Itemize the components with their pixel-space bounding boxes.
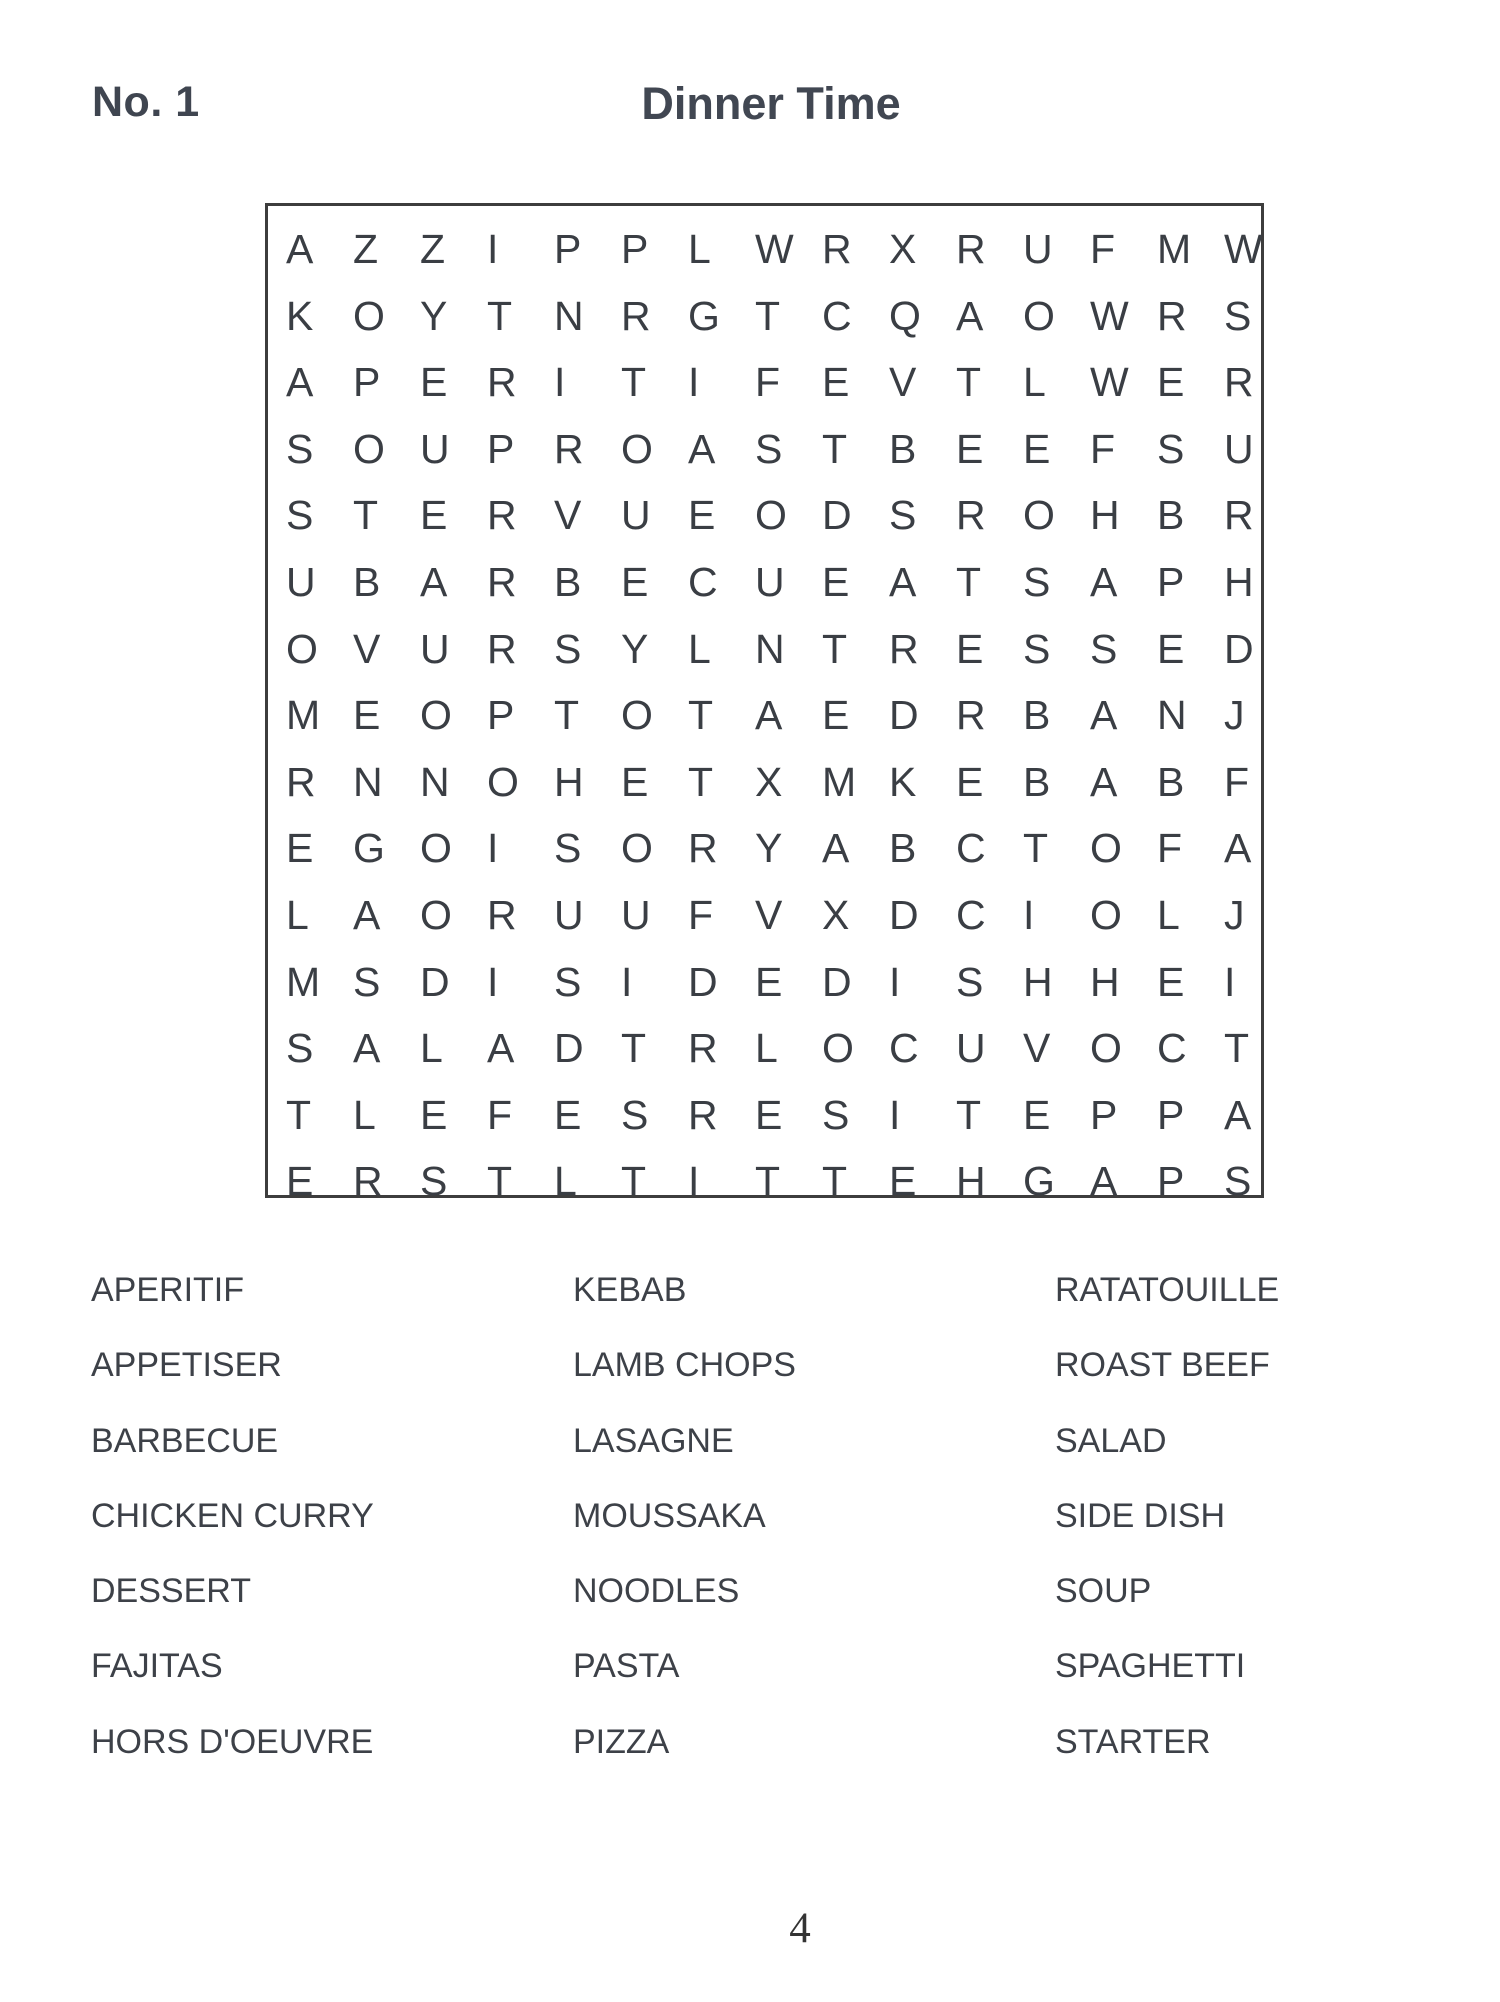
grid-cell: F [688,891,714,938]
grid-cell: I [621,958,633,1005]
grid-cell: V [889,359,917,406]
grid-cell: T [822,1158,848,1205]
grid-cell: I [554,359,566,406]
grid-cell: A [353,891,381,938]
grid-cell: A [1090,692,1118,739]
grid-cell: E [688,492,716,539]
grid-cell: S [822,1091,850,1138]
word-list-item: SALAD [1055,1421,1167,1460]
grid-cell: R [487,492,517,539]
grid-cell: V [1023,1025,1051,1072]
grid-cell: R [1224,359,1254,406]
grid-cell: S [889,492,917,539]
grid-cell: G [353,825,385,872]
grid-cell: U [286,558,316,605]
grid-cell: R [688,1091,718,1138]
grid-cell: H [1090,958,1120,1005]
grid-cell: O [822,1025,854,1072]
puzzle-title: Dinner Time [641,78,901,129]
word-list-item: STARTER [1055,1722,1211,1761]
word-list-item: DESSERT [91,1572,251,1611]
grid-cell: R [554,425,584,472]
word-list-item: RATATOUILLE [1055,1271,1280,1309]
grid-cell: M [822,758,857,805]
grid-cell: H [1023,958,1053,1005]
grid-cell: Y [621,625,649,672]
grid-cell: O [353,425,385,472]
grid-cell: V [755,891,783,938]
grid-cell: G [688,292,720,339]
grid-cell: O [1090,825,1122,872]
grid-cell: N [353,758,383,805]
grid-cell: T [286,1091,312,1138]
grid-cell: B [889,825,917,872]
grid-cell: H [1224,558,1254,605]
grid-cell: F [1090,226,1116,272]
grid-cell: R [621,292,651,339]
grid-cell: T [755,292,781,339]
grid-cell: A [889,558,917,605]
grid-cell: T [1023,825,1049,872]
grid-cell: R [1157,292,1187,339]
grid-cell: U [956,1025,986,1072]
grid-cell: S [554,825,582,872]
grid-cell: O [420,692,452,739]
grid-cell: T [688,692,714,739]
grid-cell: O [621,692,653,739]
grid-cell: L [286,891,309,938]
grid-cell: I [1023,891,1035,938]
word-list-item: SPAGHETTI [1055,1647,1246,1686]
grid-cell: E [889,1158,917,1205]
word-list-item: SOUP [1055,1572,1152,1611]
grid-cell: S [1023,625,1051,672]
grid-cell: O [420,891,452,938]
grid-cell: O [621,425,653,472]
grid-cell: C [688,558,718,605]
word-list-item: NOODLES [573,1572,740,1611]
grid-cell: R [956,492,986,539]
grid-cell: F [755,359,781,406]
word-list-item: PASTA [573,1647,680,1686]
grid-cell: A [420,558,448,605]
word-list-item: CHICKEN CURRY [91,1496,374,1535]
grid-cell: X [755,758,783,805]
grid-cell: I [889,1091,901,1138]
grid-cell: S [956,958,984,1005]
grid-cell: E [1157,958,1185,1005]
grid-cell: O [755,492,787,539]
grid-cell: A [822,825,850,872]
grid-cell: M [286,958,321,1005]
grid-cell: E [420,359,448,406]
grid-cell: A [1090,1158,1118,1205]
word-list-item: LASAGNE [573,1421,734,1460]
grid-cell: S [286,1025,314,1072]
grid-cell: S [554,625,582,672]
grid-cell: Y [420,292,448,339]
grid-cell: V [554,492,582,539]
grid-cell: J [1224,692,1245,739]
grid-cell: T [621,359,647,406]
grid-cell: D [554,1025,584,1072]
grid-cell: H [1090,492,1120,539]
grid-cell: D [688,958,718,1005]
grid-cell: E [755,1091,783,1138]
grid-cell: I [487,825,499,872]
grid-cell: B [353,558,381,605]
grid-cell: M [1157,226,1192,272]
grid-cell: L [1023,359,1046,406]
grid-cell: E [286,825,314,872]
grid-cell: T [353,492,379,539]
grid-cell: P [1157,558,1185,605]
grid-cell: U [420,625,450,672]
grid-cell: I [487,226,499,272]
grid-cell: U [1224,425,1254,472]
grid-cell: T [755,1158,781,1205]
grid-cell: A [487,1025,515,1072]
grid-cell: I [1224,958,1236,1005]
grid-cell: S [353,958,381,1005]
grid-cell: R [889,625,919,672]
grid-cell: D [822,492,852,539]
grid-cell: E [956,625,984,672]
grid-cell: B [1157,492,1185,539]
grid-cell: B [889,425,917,472]
grid-cell: O [487,758,519,805]
grid-cell: Q [889,292,921,339]
grid-cell: L [420,1025,443,1072]
grid-cell: M [286,692,321,739]
grid-cell: E [621,558,649,605]
grid-cell: S [420,1158,448,1205]
grid-cell: O [353,292,385,339]
grid-cell: R [353,1158,383,1205]
grid-cell: T [554,692,580,739]
grid-cell: E [822,692,850,739]
word-list-item: PIZZA [573,1722,670,1761]
grid-cell: U [755,558,785,605]
grid-cell: R [688,825,718,872]
word-list-item: LAMB CHOPS [573,1346,796,1385]
grid-cell: W [1090,359,1129,406]
grid-cell: B [1023,692,1051,739]
grid-cell: P [1090,1091,1118,1138]
grid-cell: F [1090,425,1116,472]
grid-cell: X [889,226,917,272]
grid-cell: D [420,958,450,1005]
grid-cell: E [621,758,649,805]
grid-cell: E [353,692,381,739]
grid-cell: E [420,492,448,539]
grid-cell: H [956,1158,986,1205]
grid-cell: E [1157,625,1185,672]
grid-cell: B [554,558,582,605]
grid-cell: A [1224,1091,1252,1138]
grid-cell: L [755,1025,778,1072]
grid-cell: T [822,625,848,672]
grid-cell: R [1224,492,1254,539]
grid-cell: A [353,1025,381,1072]
grid-cell: T [956,558,982,605]
grid-cell: A [1090,758,1118,805]
grid-cell: B [1157,758,1185,805]
grid-cell: L [353,1091,376,1138]
grid-cell: A [688,425,716,472]
grid-cell: T [688,758,714,805]
grid-cell: F [1224,758,1250,805]
grid-cell: A [286,359,314,406]
grid-cell: R [487,891,517,938]
grid-cell: N [1157,692,1187,739]
grid-cell: T [621,1158,647,1205]
grid-cell: C [956,825,986,872]
grid-cell: S [554,958,582,1005]
grid-cell: A [286,226,314,272]
grid-cell: P [487,425,515,472]
grid-cell: R [487,558,517,605]
grid-cell: S [1157,425,1185,472]
grid-cell: D [822,958,852,1005]
grid-cell: R [956,692,986,739]
grid-cell: Y [755,825,783,872]
grid-cell: O [1090,891,1122,938]
grid-cell: E [755,958,783,1005]
grid-cell: C [822,292,852,339]
grid-cell: S [286,425,314,472]
grid-cell: P [487,692,515,739]
grid-cell: E [420,1091,448,1138]
grid-cell: D [889,692,919,739]
grid-cell: A [956,292,984,339]
grid-cell: A [755,692,783,739]
grid-cell: D [1224,625,1254,672]
grid-cell: T [487,1158,513,1205]
grid-cell: T [956,359,982,406]
grid-cell: N [420,758,450,805]
grid-cell: U [621,492,651,539]
word-search-grid-frame [265,203,1264,1205]
grid-cell: N [554,292,584,339]
grid-cell: G [1023,1158,1055,1205]
grid-cell: K [286,292,314,339]
grid-cell: A [1224,825,1252,872]
grid-cell: R [956,226,986,272]
grid-cell: E [286,1158,314,1205]
page-number: 4 [789,1905,811,1952]
grid-cell: P [1157,1091,1185,1138]
grid-cell: U [420,425,450,472]
grid-cell: O [1023,492,1055,539]
grid-cell: O [420,825,452,872]
grid-cell: W [1224,226,1263,272]
grid-cell: K [889,758,917,805]
grid-cell: E [554,1091,582,1138]
grid-cell: L [688,226,711,272]
grid-cell: T [1224,1025,1250,1072]
word-list-item: MOUSSAKA [573,1496,766,1535]
grid-cell: C [1157,1025,1187,1072]
grid-cell: F [487,1091,513,1138]
grid-cell: R [822,226,852,272]
word-search-grid [282,216,1287,1215]
grid-cell: U [621,891,651,938]
grid-cell: E [1157,359,1185,406]
grid-cell: E [1023,425,1051,472]
grid-cell: R [487,625,517,672]
grid-cell: T [487,292,513,339]
word-list-item: ROAST BEEF [1055,1346,1270,1385]
grid-cell: E [1023,1091,1051,1138]
grid-cell: T [956,1091,982,1138]
word-list-item: FAJITAS [91,1647,223,1686]
grid-cell: E [822,558,850,605]
grid-cell: I [688,359,700,406]
grid-cell: P [353,359,381,406]
grid-cell: O [1023,292,1055,339]
grid-cell: W [1090,292,1129,339]
grid-cell: T [621,1025,647,1072]
word-list-item: APERITIF [91,1271,245,1309]
grid-cell: R [286,758,316,805]
grid-cell: I [889,958,901,1005]
grid-cell: S [621,1091,649,1138]
grid-cell: W [755,226,794,272]
grid-cell: A [1090,558,1118,605]
grid-cell: I [487,958,499,1005]
grid-cell: E [822,359,850,406]
grid-cell: O [1090,1025,1122,1072]
grid-cell: O [286,625,318,672]
grid-cell: Z [353,226,379,272]
grid-cell: J [1224,891,1245,938]
grid-cell: X [822,891,850,938]
grid-cell: D [889,891,919,938]
word-list-item: APPETISER [91,1346,282,1385]
grid-cell: I [688,1158,700,1205]
grid-cell: U [1023,226,1053,272]
grid-cell: S [1090,625,1118,672]
grid-cell: R [688,1025,718,1072]
grid-cell: P [1157,1158,1185,1205]
grid-cell: C [956,891,986,938]
word-list-item: HORS D'OEUVRE [91,1722,374,1761]
grid-cell: S [755,425,783,472]
grid-cell: V [353,625,381,672]
word-list-item: BARBECUE [91,1421,279,1460]
grid-cell: E [956,425,984,472]
grid-cell: R [487,359,517,406]
grid-cell: N [755,625,785,672]
word-list-item: SIDE DISH [1055,1496,1226,1535]
grid-cell: H [554,758,584,805]
grid-cell: S [1023,558,1051,605]
grid-cell: Z [420,226,446,272]
grid-cell: L [688,625,711,672]
grid-cell: S [1224,292,1252,339]
grid-cell: L [1157,891,1180,938]
grid-cell: O [621,825,653,872]
grid-cell: F [1157,825,1183,872]
grid-cell: S [1224,1158,1252,1205]
grid-cell: S [286,492,314,539]
word-list-item: KEBAB [573,1271,687,1309]
grid-cell: B [1023,758,1051,805]
grid-cell: L [554,1158,577,1205]
grid-cell: C [889,1025,919,1072]
grid-cell: E [956,758,984,805]
grid-cell: U [554,891,584,938]
grid-cell: T [822,425,848,472]
grid-cell: P [554,226,582,272]
puzzle-number: No. 1 [92,78,200,126]
grid-cell: P [621,226,649,272]
word-list [91,1260,1431,1787]
